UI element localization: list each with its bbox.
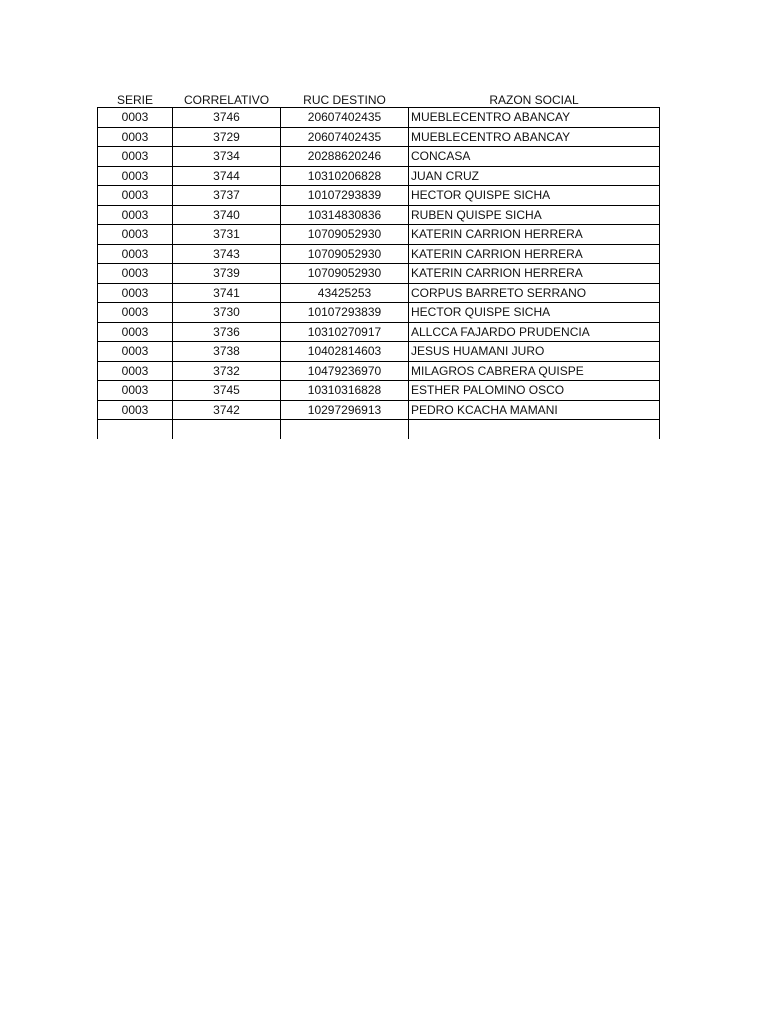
cell-razon-social: HECTOR QUISPE SICHA (409, 303, 660, 323)
cell-serie: 0003 (98, 108, 173, 128)
header-serie: SERIE (116, 93, 153, 107)
cell-razon-social: JESUS HUAMANI JURO (409, 342, 660, 362)
cell-ruc-destino: 20607402435 (281, 108, 409, 128)
empty-cell (173, 420, 281, 440)
table-row (98, 225, 660, 245)
cell-ruc-destino: 10479236970 (281, 361, 409, 381)
cell-serie: 0003 (98, 381, 173, 401)
table-row (98, 322, 660, 342)
cell-correlativo: 3745 (173, 381, 281, 401)
cell-razon-social: MILAGROS CABRERA QUISPE (409, 361, 660, 381)
cell-correlativo: 3742 (173, 400, 281, 420)
cell-razon-social: PEDRO KCACHA MAMANI (409, 400, 660, 420)
cell-correlativo: 3743 (173, 244, 281, 264)
table-row (98, 342, 660, 362)
cell-correlativo: 3737 (173, 186, 281, 206)
table-row (98, 186, 660, 206)
cell-serie: 0003 (98, 303, 173, 323)
cell-correlativo: 3741 (173, 283, 281, 303)
guia-table (97, 88, 660, 439)
table-row (98, 108, 660, 128)
cell-ruc-destino: 10107293839 (281, 303, 409, 323)
cell-ruc-destino: 20288620246 (281, 147, 409, 167)
table-body (98, 108, 660, 440)
cell-ruc-destino: 10310316828 (281, 381, 409, 401)
cell-ruc-destino: 10402814603 (281, 342, 409, 362)
cell-razon-social: KATERIN CARRION HERRERA (409, 244, 660, 264)
empty-cell (409, 420, 660, 440)
cell-serie: 0003 (98, 147, 173, 167)
cell-ruc-destino: 10107293839 (281, 186, 409, 206)
cell-razon-social: CORPUS BARRETO SERRANO (409, 283, 660, 303)
cell-serie: 0003 (98, 283, 173, 303)
table-row (98, 381, 660, 401)
spreadsheet-page (97, 88, 659, 439)
table-row (98, 264, 660, 284)
cell-razon-social: RUBEN QUISPE SICHA (409, 205, 660, 225)
cell-serie: 0003 (98, 342, 173, 362)
cell-razon-social: ESTHER PALOMINO OSCO (409, 381, 660, 401)
cell-ruc-destino: 10709052930 (281, 244, 409, 264)
cell-correlativo: 3744 (173, 166, 281, 186)
cell-correlativo: 3729 (173, 127, 281, 147)
cell-ruc-destino: 10709052930 (281, 264, 409, 284)
table-row (98, 283, 660, 303)
cell-ruc-destino: 20607402435 (281, 127, 409, 147)
cell-razon-social: HECTOR QUISPE SICHA (409, 186, 660, 206)
cell-correlativo: 3740 (173, 205, 281, 225)
cell-serie: 0003 (98, 400, 173, 420)
cell-correlativo: 3738 (173, 342, 281, 362)
cell-razon-social: JUAN CRUZ (409, 166, 660, 186)
empty-cell (98, 420, 173, 440)
cell-razon-social: ALLCCA FAJARDO PRUDENCIA (409, 322, 660, 342)
header-row (98, 88, 660, 108)
cell-serie: 0003 (98, 225, 173, 245)
cell-correlativo: 3739 (173, 264, 281, 284)
cell-serie: 0003 (98, 244, 173, 264)
table-row (98, 361, 660, 381)
cell-correlativo: 3731 (173, 225, 281, 245)
table-row (98, 303, 660, 323)
cell-correlativo: 3736 (173, 322, 281, 342)
table-row (98, 244, 660, 264)
cell-razon-social: KATERIN CARRION HERRERA (409, 264, 660, 284)
cell-serie: 0003 (98, 322, 173, 342)
cell-ruc-destino: 43425253 (281, 283, 409, 303)
cell-correlativo: 3746 (173, 108, 281, 128)
table-row (98, 166, 660, 186)
cell-ruc-destino: 10310206828 (281, 166, 409, 186)
cell-ruc-destino: 10297296913 (281, 400, 409, 420)
cell-serie: 0003 (98, 166, 173, 186)
empty-cell (281, 420, 409, 440)
header-razon-social: RAZON SOCIAL (489, 93, 579, 107)
table-row (98, 205, 660, 225)
cell-ruc-destino: 10314830836 (281, 205, 409, 225)
table-row (98, 147, 660, 167)
header-ruc-destino: RUC DESTINO (303, 93, 386, 107)
cell-correlativo: 3730 (173, 303, 281, 323)
cell-correlativo: 3732 (173, 361, 281, 381)
empty-table-row (98, 420, 660, 440)
cell-serie: 0003 (98, 264, 173, 284)
cell-correlativo: 3734 (173, 147, 281, 167)
cell-ruc-destino: 10310270917 (281, 322, 409, 342)
cell-serie: 0003 (98, 361, 173, 381)
cell-serie: 0003 (98, 127, 173, 147)
cell-serie: 0003 (98, 205, 173, 225)
cell-razon-social: MUEBLECENTRO ABANCAY (409, 108, 660, 128)
header-correlativo: CORRELATIVO (183, 93, 270, 107)
cell-razon-social: CONCASA (409, 147, 660, 167)
table-row (98, 400, 660, 420)
table-row (98, 127, 660, 147)
cell-razon-social: KATERIN CARRION HERRERA (409, 225, 660, 245)
cell-razon-social: MUEBLECENTRO ABANCAY (409, 127, 660, 147)
cell-ruc-destino: 10709052930 (281, 225, 409, 245)
cell-serie: 0003 (98, 186, 173, 206)
